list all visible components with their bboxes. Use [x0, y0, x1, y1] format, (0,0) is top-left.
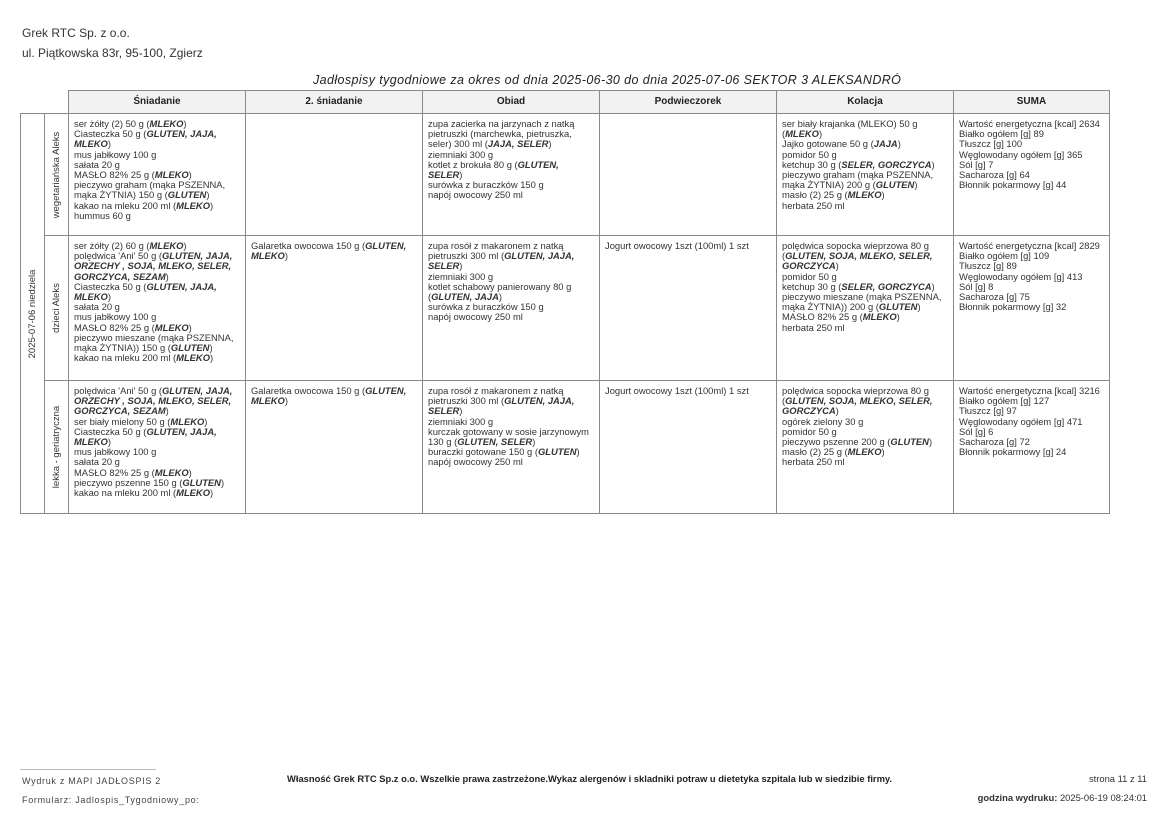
item-text: Sacharoza [g] 75	[959, 291, 1030, 303]
item-text: )	[459, 260, 463, 272]
item-text: Wartość energetyczna [kcal] 3216	[959, 385, 1100, 396]
meal-item	[74, 353, 240, 363]
meal-cell	[69, 114, 246, 236]
item-text: )	[818, 128, 823, 140]
allergen-text: MLEKO	[154, 321, 189, 333]
item-text: Tłuszcz [g] 100	[959, 138, 1023, 150]
page-title: Jadłospisy tygodniowe za okres od dnia 2025-06-30 do dnia 2025-07-06 SEKTOR 3 ALEKSANDRÓ	[313, 73, 902, 87]
item-text: mus jabłkowy 100 g	[74, 311, 157, 323]
item-text: MASŁO 82% 25 g (	[74, 321, 155, 333]
table-row	[21, 381, 1110, 514]
item-text: Galaretka owocowa 150 g (	[251, 385, 366, 396]
item-text: )	[548, 138, 552, 150]
item-text: Ciasteczka 50 g (	[74, 280, 147, 292]
allergen-text: MLEKO	[847, 189, 882, 201]
meal-item	[428, 190, 594, 200]
item-text: )	[206, 189, 210, 201]
meal-cell	[69, 236, 246, 381]
item-text: pieczywo graham (mąka PSZENNA, mąka ŻYTNIA) 150 g (	[74, 179, 226, 201]
allergen-text: MLEKO	[862, 311, 897, 323]
item-text: )	[498, 291, 502, 303]
item-text: Wartość energetyczna [kcal] 2634	[959, 118, 1100, 129]
item-text: Węglowodany ogółem [g] 413	[959, 270, 1083, 282]
item-text: pomidor 50 g	[782, 425, 837, 437]
item-text: ziemniaki 300 g	[428, 270, 494, 282]
allergen-text: MLEKO	[149, 118, 184, 129]
item-text: pieczywo pszenne 150 g (	[74, 476, 183, 488]
meal-cell	[600, 114, 777, 236]
item-text: napój owocowy 250 ml	[428, 189, 523, 201]
meal-item	[428, 386, 594, 417]
allergen-text: GLUTEN	[890, 436, 929, 448]
footer-divider	[20, 769, 156, 770]
item-text: pomidor 50 g	[782, 270, 837, 282]
item-text: Tłuszcz [g] 89	[959, 260, 1017, 272]
allergen-text: GLUTEN, JAJA, ORZECHY , SOJA, MLEKO, SELER, GORCZYCA, SEZAM	[74, 385, 233, 417]
meal-item	[74, 488, 240, 498]
item-text: )	[896, 311, 900, 323]
item-text: )	[459, 169, 463, 181]
item-text: )	[835, 260, 839, 272]
item-text: Wartość energetyczna [kcal] 2829	[959, 240, 1100, 251]
item-text: polędwica sopocka wieprzowa 80 g (	[782, 240, 929, 262]
meal-item	[251, 386, 417, 406]
item-text: Błonnik pokarmowy [g] 44	[959, 179, 1067, 191]
item-text: pieczywo mieszane (mąka PSZENNA, mąka ŻYTNIA)) 150 g (	[74, 331, 234, 354]
meal-item	[782, 323, 948, 333]
diet-label: wegetariańska Aleks	[50, 131, 62, 218]
item-text: herbata 250 ml	[782, 199, 845, 211]
allergen-text: MLEKO	[154, 169, 189, 181]
item-text: )	[220, 476, 225, 488]
allergen-text: GLUTEN, JAJA, SELER	[428, 395, 575, 417]
meal-item	[74, 129, 240, 149]
diet-cell	[45, 381, 69, 514]
meal-item	[428, 457, 594, 467]
meal-cell	[600, 381, 777, 514]
column-header: SUMA	[954, 91, 1110, 114]
item-text: Sacharoza [g] 72	[959, 436, 1030, 448]
meal-cell	[777, 381, 954, 514]
date-cell	[21, 114, 45, 514]
column-header: Kolacja	[777, 91, 954, 114]
item-text: pieczywo mieszane (mąka PSZENNA, mąka ŻYTNIA)) 200 g (	[782, 291, 942, 313]
item-text: MASŁO 82% 25 g (	[782, 311, 863, 323]
item-text: )	[209, 342, 213, 354]
item-text: zupa rosół z makaronem z natką pietruszki 300 ml (	[428, 385, 564, 407]
allergen-text: SELER, GORCZYCA	[841, 158, 932, 170]
item-text: )	[165, 270, 169, 282]
item-text: )	[931, 158, 935, 170]
printout-source: Wydruk z MAPI JADŁOSPIS 2	[22, 776, 161, 786]
item-text: Błonnik pokarmowy [g] 24	[959, 446, 1067, 458]
meal-cell	[246, 114, 423, 236]
item-text: mus jabłkowy 100 g	[74, 148, 157, 160]
meal-item	[782, 457, 948, 467]
allergen-text: GLUTEN, SELER	[428, 158, 559, 181]
item-text: )	[881, 189, 885, 201]
allergen-text: GLUTEN, JAJA, ORZECHY , SOJA, MLEKO, SELER, GORCZYCA, SEZAM	[74, 250, 233, 282]
meal-item	[959, 180, 1104, 190]
item-text: sałata 20 g	[74, 158, 120, 170]
company-address: ul. Piątkowska 83r, 95-100, Zgierz	[22, 46, 203, 60]
print-time-value: 2025-06-19 08:24:01	[1059, 792, 1147, 803]
item-text: napój owocowy 250 ml	[428, 311, 523, 323]
item-text: mus jabłkowy 100 g	[74, 446, 157, 458]
allergen-text: MLEKO	[176, 352, 210, 364]
allergen-text: MLEKO	[847, 446, 882, 458]
item-text: pieczywo pszenne 200 g (	[782, 436, 891, 448]
item-text: MASŁO 82% 25 g (	[74, 466, 155, 478]
item-text: herbata 250 ml	[782, 321, 845, 333]
item-text: kurczak gotowany w sosie jarzynowym 130 g (	[428, 425, 589, 448]
item-text: )	[165, 405, 169, 417]
item-text: )	[107, 291, 111, 303]
item-text: )	[931, 280, 935, 292]
menu-table	[20, 90, 1110, 514]
item-text: herbata 250 ml	[782, 456, 845, 468]
item-text: )	[284, 395, 288, 407]
allergen-text: MLEKO	[170, 415, 205, 427]
item-text: ogórek zielony 30 g	[782, 415, 864, 427]
meal-cell	[954, 114, 1110, 236]
meal-item	[74, 427, 240, 447]
meal-item	[782, 386, 948, 417]
item-text: )	[928, 436, 933, 448]
item-text: )	[107, 138, 111, 150]
item-text: Jogurt owocowy 1szt (100ml) 1 szt	[605, 240, 749, 251]
item-text: )	[284, 250, 288, 262]
meal-item	[428, 312, 594, 322]
meal-item	[959, 302, 1104, 312]
meal-cell	[69, 381, 246, 514]
print-time	[978, 792, 1147, 803]
meal-item	[782, 292, 948, 312]
item-text: )	[107, 436, 111, 448]
diet-label: dzieci Aleks	[50, 283, 62, 333]
item-text: )	[881, 446, 885, 458]
item-text: ziemniaki 300 g	[428, 415, 494, 427]
meal-item	[74, 386, 240, 417]
item-text: MASŁO 82% 25 g (	[74, 169, 155, 181]
item-text: Jajko gotowane 50 g (	[782, 138, 874, 150]
diet-label: lekka - geriatryczna	[50, 405, 62, 489]
item-text: Ciasteczka 50 g (	[74, 425, 147, 437]
allergen-text: GLUTEN, JAJA, MLEKO	[74, 128, 217, 150]
item-text: zupa rosół z makaronem z natką pietruszki 300 ml (	[428, 240, 564, 262]
item-text: sałata 20 g	[74, 301, 120, 313]
item-text: )	[188, 169, 192, 181]
footer-left	[22, 772, 200, 810]
item-text: ketchup 30 g (	[782, 158, 842, 170]
meal-cell	[954, 236, 1110, 381]
form-name: Formularz: Jadlospis_Tygodniowy_po:	[22, 795, 200, 805]
diet-cell	[45, 236, 69, 381]
item-text: )	[188, 466, 192, 478]
item-text: kotlet z brokuła 80 g (	[428, 158, 518, 170]
item-text: Białko ogółem [g] 109	[959, 250, 1050, 262]
item-text: ketchup 30 g (	[782, 280, 842, 292]
meal-item	[428, 282, 594, 302]
allergen-text: GLUTEN, MLEKO	[251, 240, 407, 262]
allergen-text: MLEKO	[154, 466, 189, 478]
allergen-text: GLUTEN, JAJA	[431, 291, 499, 303]
item-text: surówka z buraczków 150 g	[428, 179, 544, 191]
allergen-text: GLUTEN	[167, 189, 207, 201]
item-text: zupa zacierka na jarzynach z natką pietruszki (marchewka, pietruszka, seler) 300 ml (	[428, 118, 575, 150]
item-text: )	[210, 487, 214, 499]
allergen-text: JAJA	[873, 138, 898, 150]
meal-item	[782, 170, 948, 190]
allergen-text: GLUTEN, SOJA, MLEKO, SELER, GORCZYCA	[782, 250, 933, 272]
meal-item	[428, 427, 594, 447]
item-text: Węglowodany ogółem [g] 471	[959, 415, 1083, 427]
item-text: )	[914, 179, 918, 191]
column-header: Śniadanie	[69, 91, 246, 114]
item-text: ziemniaki 300 g	[428, 148, 494, 160]
meal-item	[605, 241, 771, 251]
allergen-text: GLUTEN, JAJA, MLEKO	[74, 425, 217, 448]
item-text: Białko ogółem [g] 127	[959, 395, 1050, 407]
allergen-text: GLUTEN	[875, 179, 915, 191]
meal-cell	[423, 236, 600, 381]
item-text: )	[532, 436, 536, 448]
allergen-text: GLUTEN, MLEKO	[251, 385, 407, 407]
item-text: )	[835, 405, 839, 417]
meal-cell	[246, 381, 423, 514]
page-number: strona 11 z 11	[1088, 773, 1147, 784]
meal-item	[74, 180, 240, 200]
meal-cell	[600, 236, 777, 381]
table-header-row	[21, 91, 1110, 114]
item-text: kakao na mleku 200 ml (	[74, 352, 177, 364]
meal-cell	[777, 114, 954, 236]
item-text: )	[459, 405, 463, 417]
date-label: 2025-07-06 niedziela	[26, 269, 38, 358]
allergen-text: GLUTEN, SOJA, MLEKO, SELER, GORCZYCA	[782, 395, 933, 417]
item-text: )	[183, 118, 187, 129]
item-text: surówka z buraczków 150 g	[428, 301, 544, 313]
item-text: Błonnik pokarmowy [g] 32	[959, 301, 1067, 313]
table-row	[21, 236, 1110, 381]
allergen-text: GLUTEN	[170, 342, 210, 354]
meal-item	[782, 201, 948, 211]
item-text: sałata 20 g	[74, 456, 120, 468]
item-text: ser biały mielony 50 g (	[74, 415, 171, 427]
meal-item	[782, 119, 948, 139]
table-row	[21, 114, 1110, 236]
meal-item	[251, 241, 417, 261]
meal-cell	[423, 381, 600, 514]
allergen-text: GLUTEN	[878, 301, 918, 313]
meal-item	[428, 119, 594, 150]
item-text: Tłuszcz [g] 97	[959, 405, 1017, 417]
item-text: polędwica sopocka wieprzowa 80 g (	[782, 385, 929, 407]
item-text: ser biały krajanka (MLEKO) 50 g (	[782, 118, 918, 140]
item-text: Sól [g] 6	[959, 425, 994, 437]
item-text: polędwica 'Ani' 50 g (	[74, 250, 163, 262]
item-text: )	[204, 415, 208, 427]
column-header: Obiad	[423, 91, 600, 114]
meal-item	[74, 211, 240, 221]
company-info	[22, 23, 203, 63]
allergen-text: MLEKO	[176, 487, 210, 499]
item-text: Galaretka owocowa 150 g (	[251, 240, 366, 251]
item-text: )	[897, 138, 901, 150]
column-header: Podwieczorek	[600, 91, 777, 114]
item-text: hummus 60 g	[74, 209, 131, 221]
meal-item	[74, 333, 240, 353]
item-text: ser żółty (2) 60 g (	[74, 240, 150, 251]
item-text: pieczywo graham (mąka PSZENNA, mąka ŻYTNIA) 200 g (	[782, 169, 934, 191]
item-text: masło (2) 25 g (	[782, 446, 848, 458]
meal-cell	[246, 236, 423, 381]
meal-cell	[777, 236, 954, 381]
item-text: )	[917, 301, 921, 313]
allergen-text: MLEKO	[785, 128, 819, 140]
company-name: Grek RTC Sp. z o.o.	[22, 26, 130, 40]
meal-item	[74, 282, 240, 302]
item-text: ser żółty (2) 50 g (	[74, 118, 150, 129]
diet-cell	[45, 114, 69, 236]
item-text: kotlet schabowy panierowany 80 g (	[428, 280, 572, 303]
allergen-text: GLUTEN	[182, 476, 221, 488]
allergen-text: GLUTEN, JAJA, MLEKO	[74, 280, 217, 303]
meal-item	[959, 447, 1104, 457]
item-text: Jogurt owocowy 1szt (100ml) 1 szt	[605, 385, 749, 396]
allergen-text: MLEKO	[176, 199, 210, 211]
item-text: )	[210, 199, 214, 211]
allergen-text: GLUTEN, JAJA, SELER	[428, 250, 575, 272]
item-text: napój owocowy 250 ml	[428, 456, 523, 468]
meal-item	[428, 160, 594, 180]
menu-table-body	[21, 114, 1110, 514]
item-text: Sól [g] 7	[959, 158, 994, 170]
allergen-text: GLUTEN, SELER	[457, 436, 533, 448]
meal-item	[428, 241, 594, 272]
item-text: )	[188, 321, 192, 333]
allergen-text: GLUTEN	[537, 446, 577, 458]
meal-item	[782, 241, 948, 272]
item-text: pomidor 50 g	[782, 148, 837, 160]
print-time-label: godzina wydruku:	[977, 792, 1058, 803]
allergen-text: MLEKO	[149, 240, 184, 251]
column-header: 2. śniadanie	[246, 91, 423, 114]
item-text: Ciasteczka 50 g (	[74, 128, 147, 140]
item-text: Białko ogółem [g] 89	[959, 128, 1044, 140]
item-text: )	[576, 446, 580, 458]
meal-cell	[423, 114, 600, 236]
allergen-text: SELER, GORCZYCA	[841, 280, 932, 292]
meal-cell	[954, 381, 1110, 514]
item-text: )	[210, 352, 214, 364]
allergen-text: JAJA, SELER	[487, 138, 549, 150]
item-text: kakao na mleku 200 ml (	[74, 487, 177, 499]
meal-item	[605, 386, 771, 396]
item-text: )	[183, 240, 187, 251]
ownership-notice: Własność Grek RTC Sp.z o.o. Wszelkie prawa zastrzeżone.Wykaz alergenów i skladniki potraw u dietetyka szpitala lub w siedzibie firmy.	[287, 773, 893, 784]
item-text: masło (2) 25 g (	[782, 189, 848, 201]
meal-item	[74, 251, 240, 282]
item-text: Sacharoza [g] 64	[959, 169, 1030, 181]
item-text: polędwica 'Ani' 50 g (	[74, 385, 163, 396]
item-text: Węglowodany ogółem [g] 365	[959, 148, 1083, 160]
item-text: buraczki gotowane 150 g (	[428, 446, 538, 458]
item-text: kakao na mleku 200 ml (	[74, 199, 177, 211]
item-text: Sól [g] 8	[959, 280, 994, 292]
